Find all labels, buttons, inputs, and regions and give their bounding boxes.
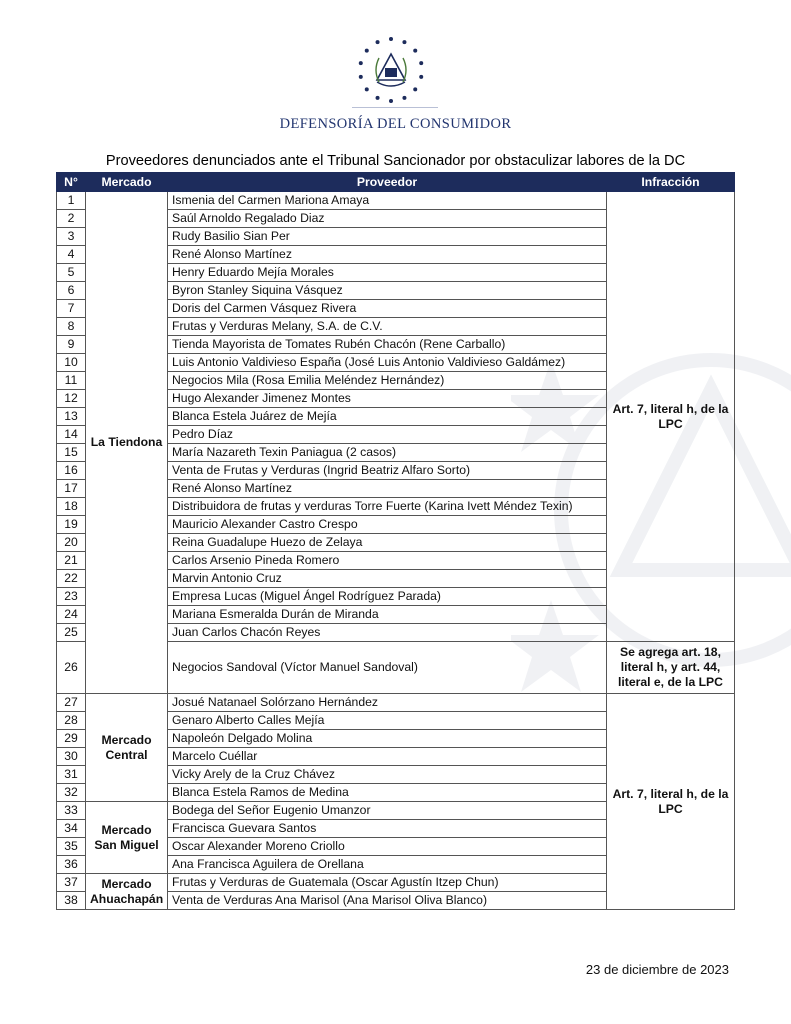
proveedor-cell: Hugo Alexander Jimenez Montes [168, 390, 607, 408]
row-number: 31 [57, 766, 86, 784]
row-number: 2 [57, 210, 86, 228]
proveedor-cell: Venta de Frutas y Verduras (Ingrid Beatriz Alfaro Sorto) [168, 462, 607, 480]
organization-name: DEFENSORÍA DEL CONSUMIDOR [279, 116, 512, 132]
proveedor-cell: Mariana Esmeralda Durán de Miranda [168, 606, 607, 624]
row-number: 7 [57, 300, 86, 318]
mercado-cell: Mercado Central [86, 694, 168, 802]
row-number: 14 [57, 426, 86, 444]
proveedor-cell: Ana Francisca Aguilera de Orellana [168, 856, 607, 874]
document-title: Proveedores denunciados ante el Tribunal Sancionador por obstaculizar labores de la DC [105, 153, 686, 169]
proveedor-cell: Carlos Arsenio Pineda Romero [168, 552, 607, 570]
proveedor-cell: Marcelo Cuéllar [168, 748, 607, 766]
proveedor-cell: Empresa Lucas (Miguel Ángel Rodríguez Parada) [168, 588, 607, 606]
proveedor-cell: Reina Guadalupe Huezo de Zelaya [168, 534, 607, 552]
row-number: 28 [57, 712, 86, 730]
proveedor-cell: Henry Eduardo Mejía Morales [168, 264, 607, 282]
proveedor-cell: Blanca Estela Ramos de Medina [168, 784, 607, 802]
row-number: 22 [57, 570, 86, 588]
row-number: 16 [57, 462, 86, 480]
row-number: 13 [57, 408, 86, 426]
providers-table [56, 172, 735, 910]
row-number: 5 [57, 264, 86, 282]
proveedor-cell: René Alonso Martínez [168, 246, 607, 264]
proveedor-cell: Frutas y Verduras de Guatemala (Oscar Agustín Itzep Chun) [168, 874, 607, 892]
table-row [57, 192, 735, 210]
row-number: 19 [57, 516, 86, 534]
row-number: 34 [57, 820, 86, 838]
row-number: 37 [57, 874, 86, 892]
row-number: 36 [57, 856, 86, 874]
row-number: 29 [57, 730, 86, 748]
row-number: 27 [57, 694, 86, 712]
proveedor-cell: Venta de Verduras Ana Marisol (Ana Marisol Oliva Blanco) [168, 892, 607, 910]
row-number: 9 [57, 336, 86, 354]
proveedor-cell: Bodega del Señor Eugenio Umanzor [168, 802, 607, 820]
proveedor-cell: Genaro Alberto Calles Mejía [168, 712, 607, 730]
row-number: 38 [57, 892, 86, 910]
proveedor-cell: Francisca Guevara Santos [168, 820, 607, 838]
proveedor-cell: Oscar Alexander Moreno Criollo [168, 838, 607, 856]
national-seal-logo [355, 34, 427, 106]
row-number: 35 [57, 838, 86, 856]
row-number: 30 [57, 748, 86, 766]
row-number: 17 [57, 480, 86, 498]
row-number: 3 [57, 228, 86, 246]
proveedor-cell: Doris del Carmen Vásquez Rivera [168, 300, 607, 318]
infraccion-cell: Se agrega art. 18, literal h, y art. 44, literal e, de la LPC [607, 642, 735, 694]
proveedor-cell: Byron Stanley Siquina Vásquez [168, 282, 607, 300]
proveedor-cell: Negocios Sandoval (Víctor Manuel Sandoval) [168, 642, 607, 694]
row-number: 21 [57, 552, 86, 570]
proveedor-cell: Tienda Mayorista de Tomates Rubén Chacón (Rene Carballo) [168, 336, 607, 354]
header-divider [352, 107, 438, 108]
row-number: 26 [57, 642, 86, 694]
row-number: 1 [57, 192, 86, 210]
infraccion-cell: Art. 7, literal h, de la LPC [607, 694, 735, 910]
proveedor-cell: Josué Natanael Solórzano Hernández [168, 694, 607, 712]
proveedor-cell: Juan Carlos Chacón Reyes [168, 624, 607, 642]
table-header-row [57, 173, 735, 192]
proveedor-cell: Distribuidora de frutas y verduras Torre Fuerte (Karina Ivett Méndez Texin) [168, 498, 607, 516]
row-number: 24 [57, 606, 86, 624]
row-number: 6 [57, 282, 86, 300]
proveedor-cell: René Alonso Martínez [168, 480, 607, 498]
mercado-cell: Mercado San Miguel [86, 802, 168, 874]
column-header-proveedor: Proveedor [168, 173, 607, 192]
mercado-cell: La Tiendona [86, 192, 168, 694]
row-number: 25 [57, 624, 86, 642]
row-number: 18 [57, 498, 86, 516]
row-number: 15 [57, 444, 86, 462]
proveedor-cell: Blanca Estela Juárez de Mejía [168, 408, 607, 426]
proveedor-cell: Saúl Arnoldo Regalado Diaz [168, 210, 607, 228]
proveedor-cell: Marvin Antonio Cruz [168, 570, 607, 588]
column-header-mercado: Mercado [86, 173, 168, 192]
infraccion-cell: Art. 7, literal h, de la LPC [607, 192, 735, 642]
proveedor-cell: Ismenia del Carmen Mariona Amaya [168, 192, 607, 210]
row-number: 11 [57, 372, 86, 390]
row-number: 23 [57, 588, 86, 606]
row-number: 12 [57, 390, 86, 408]
column-header-infraccion: Infracción [607, 173, 735, 192]
proveedor-cell: Pedro Díaz [168, 426, 607, 444]
mercado-cell: Mercado Ahuachapán [86, 874, 168, 910]
row-number: 33 [57, 802, 86, 820]
proveedor-cell: Rudy Basilio Sian Per [168, 228, 607, 246]
row-number: 10 [57, 354, 86, 372]
proveedor-cell: Frutas y Verduras Melany, S.A. de C.V. [168, 318, 607, 336]
row-number: 32 [57, 784, 86, 802]
proveedor-cell: María Nazareth Texin Paniagua (2 casos) [168, 444, 607, 462]
proveedor-cell: Luis Antonio Valdivieso España (José Luis Antonio Valdivieso Galdámez) [168, 354, 607, 372]
proveedor-cell: Negocios Mila (Rosa Emilia Meléndez Hernández) [168, 372, 607, 390]
row-number: 4 [57, 246, 86, 264]
proveedor-cell: Vicky Arely de la Cruz Chávez [168, 766, 607, 784]
column-header-number: N° [57, 173, 86, 192]
table-row [57, 694, 735, 712]
row-number: 8 [57, 318, 86, 336]
row-number: 20 [57, 534, 86, 552]
proveedor-cell: Napoleón Delgado Molina [168, 730, 607, 748]
proveedor-cell: Mauricio Alexander Castro Crespo [168, 516, 607, 534]
document-date: 23 de diciembre de 2023 [585, 962, 729, 977]
